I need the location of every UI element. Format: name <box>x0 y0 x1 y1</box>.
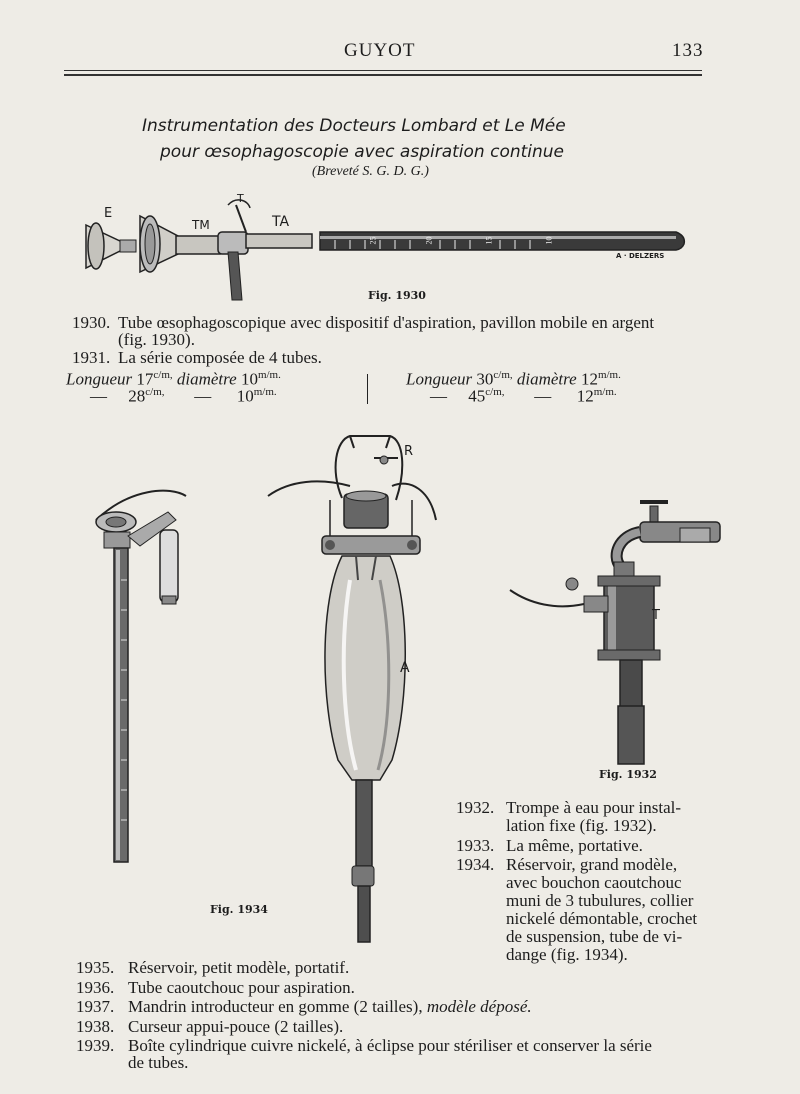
dims-right-row2: — $45^{c/m,}$ — $12^{m/m.}$ <box>430 386 617 406</box>
item-number: 1931. <box>72 348 111 367</box>
item-text: Tube œsophagoscopique avec dispositif d'aspiration, pavillon mobile en argent <box>118 313 655 332</box>
item-number: 1939. <box>76 1036 115 1055</box>
label-A: A <box>400 660 410 676</box>
dims-right-row1: Longueur $30^{c/m,}$ diamètre $12^{m/m.}$ <box>406 369 621 389</box>
label-longueur: Longueur <box>66 369 133 389</box>
label-T-pump: T <box>652 608 660 623</box>
item-number: 1935. <box>76 958 115 977</box>
item-text: La série composée de 4 tubes. <box>118 348 322 367</box>
caption-fig-1934: Fig. 1934 <box>210 903 268 916</box>
section-title-line1: Instrumentation des Docteurs Lombard et Le Mée <box>142 116 566 136</box>
dims-left-row1: Longueur $17^{c/m,}$ diamètre $10^{m/m.}$ <box>66 369 281 389</box>
item-number: 1934. <box>456 855 495 874</box>
label-TM: TM <box>192 218 210 232</box>
dims-left-row2: — $28^{c/m,}$ — $10^{m/m.}$ <box>90 386 277 406</box>
item-text-line2: (fig. 1930). <box>118 330 195 349</box>
scale-mark-25: 25 <box>368 236 378 245</box>
scale-mark-15: 15 <box>484 236 494 245</box>
section-title-line2: pour œsophagoscopie avec aspiration continue <box>160 142 565 162</box>
caption-fig-1932: Fig. 1932 <box>599 768 657 781</box>
page-number: 133 <box>672 40 704 61</box>
item-number: 1932. <box>456 798 495 817</box>
item-number: 1930. <box>72 313 111 332</box>
label-R: R <box>404 444 414 459</box>
running-title: GUYOT <box>344 40 416 61</box>
label-E: E <box>104 206 113 221</box>
maker-mark: A · DELZERS <box>616 252 665 260</box>
item-number: 1937. <box>76 997 115 1016</box>
caption-fig-1930: Fig. 1930 <box>368 289 426 302</box>
item-number: 1933. <box>456 836 495 855</box>
scale-mark-10: 10 <box>544 236 554 245</box>
patent-note: (Breveté S. G. D. G.) <box>312 164 429 179</box>
label-TA: TA <box>272 214 290 230</box>
label-T: T <box>237 192 244 205</box>
scale-mark-20: 20 <box>424 236 434 245</box>
item-number: 1936. <box>76 978 115 997</box>
item-number: 1938. <box>76 1017 115 1036</box>
